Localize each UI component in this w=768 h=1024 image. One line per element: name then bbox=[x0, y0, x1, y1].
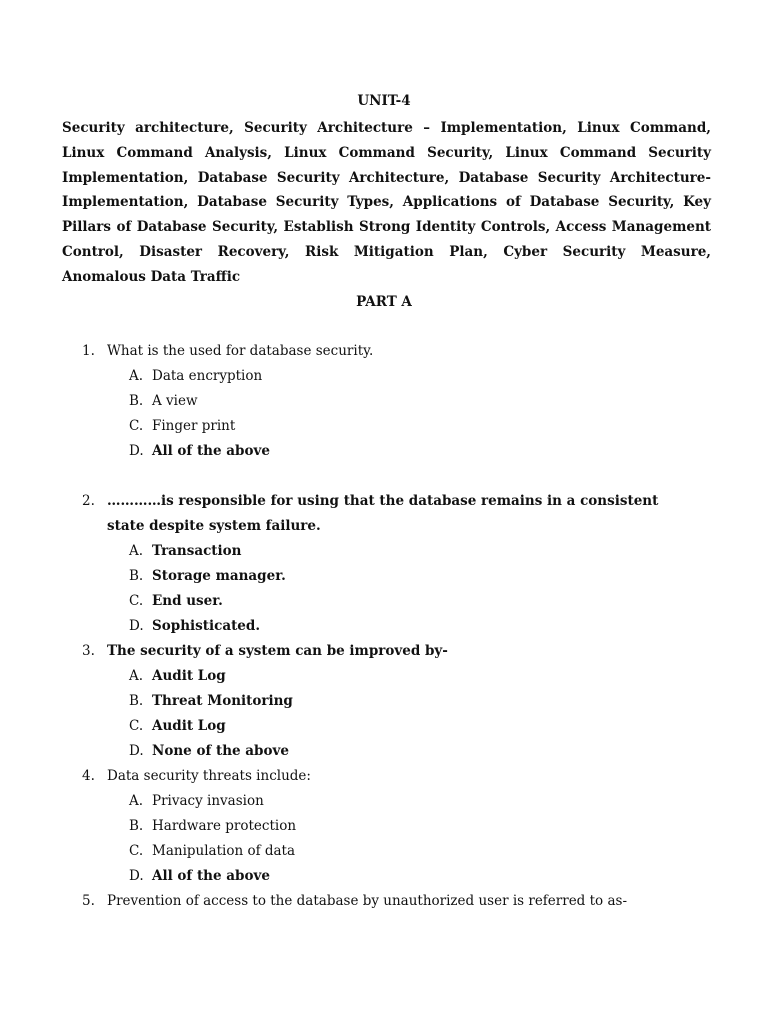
question-3 bbox=[0, 639, 768, 664]
option-b: B. Hardware protection bbox=[129, 818, 297, 834]
option-text: Finger print bbox=[152, 418, 236, 434]
option-d: D. Sophisticated. bbox=[129, 618, 261, 634]
option-text: Data encryption bbox=[152, 368, 263, 384]
option-text: Privacy invasion bbox=[152, 793, 264, 809]
option-d: D. All of the above bbox=[129, 443, 270, 459]
question-4 bbox=[0, 764, 768, 789]
option-c: C. Finger print bbox=[129, 418, 236, 434]
option-d: D. None of the above bbox=[129, 743, 289, 759]
question-1-options bbox=[129, 364, 768, 464]
question-number: 3. bbox=[82, 643, 95, 659]
option-text: Hardware protection bbox=[152, 818, 297, 834]
option-c: C. Audit Log bbox=[129, 718, 226, 734]
question-3-options bbox=[129, 664, 768, 764]
option-b: B. Storage manager. bbox=[129, 568, 286, 584]
option-a: A. Data encryption bbox=[129, 368, 263, 384]
option-text: Transaction bbox=[152, 543, 242, 559]
option-a: A. Privacy invasion bbox=[129, 793, 264, 809]
unit-title: UNIT-4 bbox=[357, 93, 411, 109]
option-c: C. End user. bbox=[129, 593, 223, 609]
question-text: Prevention of access to the database by unauthorized user is referred to as- bbox=[107, 893, 628, 909]
question-list bbox=[0, 339, 768, 914]
option-text: Sophisticated. bbox=[152, 618, 261, 634]
question-2 bbox=[0, 489, 768, 539]
question-number: 2. bbox=[82, 493, 95, 509]
option-text: Manipulation of data bbox=[152, 843, 296, 859]
question-5 bbox=[0, 889, 768, 914]
option-text: Threat Monitoring bbox=[152, 693, 293, 709]
option-a: A. Transaction bbox=[129, 543, 242, 559]
option-a: A. Audit Log bbox=[129, 668, 226, 684]
option-text: Storage manager. bbox=[152, 568, 286, 584]
option-text: Audit Log bbox=[152, 718, 226, 734]
question-number: 5. bbox=[82, 893, 95, 909]
option-text: End user. bbox=[152, 593, 223, 609]
option-text: A view bbox=[152, 393, 198, 409]
spacer bbox=[0, 464, 768, 489]
part-title: PART A bbox=[356, 294, 412, 310]
question-4-options bbox=[129, 789, 768, 889]
option-c: C. Manipulation of data bbox=[129, 843, 296, 859]
option-b: B. Threat Monitoring bbox=[129, 693, 293, 709]
question-text: Data security threats include: bbox=[107, 768, 311, 784]
option-text: All of the above bbox=[152, 868, 270, 884]
option-text: None of the above bbox=[152, 743, 289, 759]
question-1 bbox=[0, 339, 768, 364]
option-b: B. A view bbox=[129, 393, 198, 409]
question-number: 4. bbox=[82, 768, 95, 784]
question-text: What is the used for database security. bbox=[107, 343, 374, 359]
option-text: Audit Log bbox=[152, 668, 226, 684]
question-2-options bbox=[129, 539, 768, 639]
option-text: All of the above bbox=[152, 443, 270, 459]
option-d: D. All of the above bbox=[129, 868, 270, 884]
question-number: 1. bbox=[82, 343, 95, 359]
syllabus-topics: Security architecture, Security Architecture – Implementation, Linux Command, Linux Command Analysis, Linux Command Security, Linux Command Security Implementation, Database Security Architecture, Database Security Architecture- Implementation, Database Security Types, Applications of Database Security, Key Pillars of Database Security, Establish Strong Identity Controls, Access Management Control, Disaster Recovery, Risk Mitigation Plan, Cyber Security Measure, Anomalous Data Traffic bbox=[62, 120, 711, 285]
question-text: …………is responsible for using that the database remains in a consistent state despite system failure. bbox=[107, 493, 659, 534]
question-text: The security of a system can be improved by- bbox=[107, 643, 448, 659]
